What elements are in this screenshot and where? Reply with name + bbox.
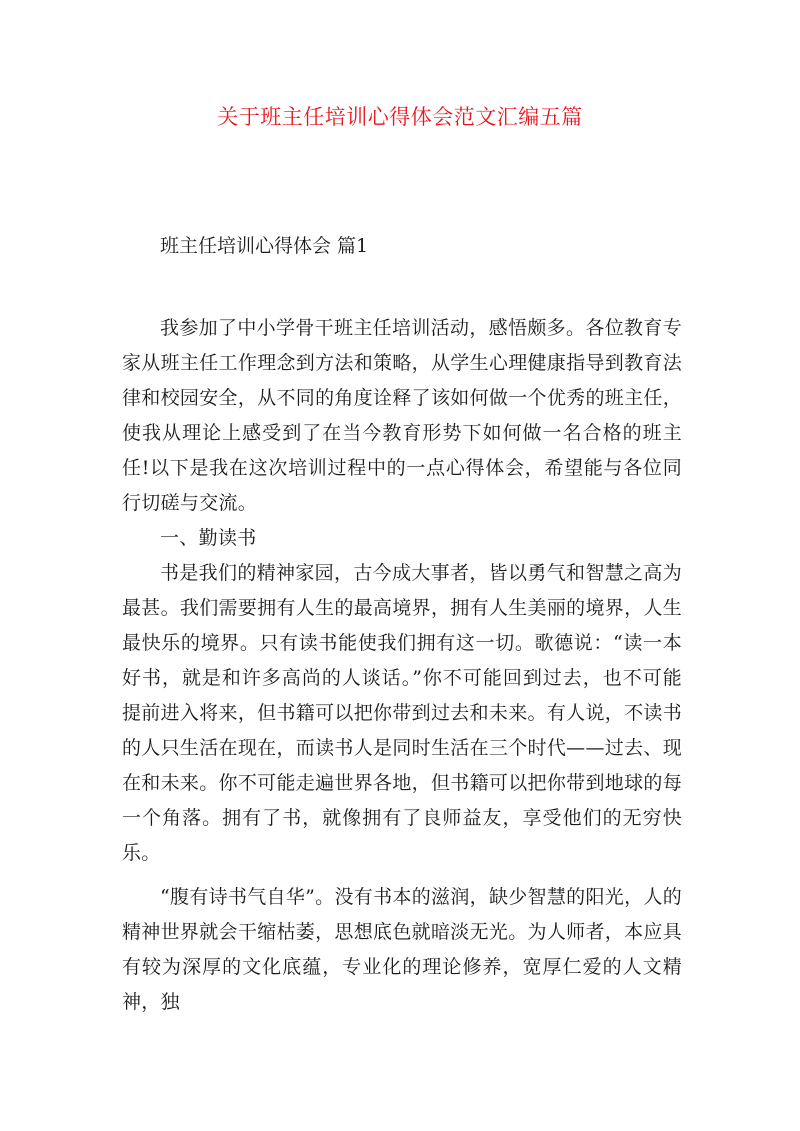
section-heading: 班主任培训心得体会 篇1 <box>160 235 369 257</box>
paragraph-subheading-read-books: 一、勤读书 <box>160 527 257 549</box>
document-body <box>122 311 682 1020</box>
paragraph-poetry-quote: “腹有诗书气自华”。没有书本的滋润，缺少智慧的阳光，人的精神世界就会干缩枯萎，思想底色就暗淡无光。为人师者，本应具有较为深厚的文化底蕴，专业化的理论修养，宽厚仁爱的人文精神，独 <box>122 886 682 1013</box>
paragraph-books-home: 书是我们的精神家园，古今成大事者，皆以勇气和智慧之高为最甚。我们需要拥有人生的最高境界，拥有人生美丽的境界，人生最快乐的境界。只有读书能使我们拥有这一切。歌德说：“读一本好书，就是和许多高尚的人谈话。”你不可能回到过去，也不可能提前进入将来，但书籍可以把你带到过去和未来。有人说，不读书的人只生活在现在，而读书人是同时生活在三个时代——过去、现在和未来。你不可能走遍世界各地，但书籍可以把你带到地球的每一个角落。拥有了书，就像拥有了良师益友，享受他们的无穷快乐。 <box>122 562 682 864</box>
document-title: 关于班主任培训心得体会范文汇编五篇 <box>217 105 583 129</box>
paragraph-intro: 我参加了中小学骨干班主任培训活动，感悟颇多。各位教育专家从班主任工作理念到方法和策略，从学生心理健康指导到教育法律和校园安全，从不同的角度诠释了该如何做一个优秀的班主任，使我从理论上感受到了在当今教育形势下如何做一名合格的班主任!以下是我在这次培训过程中的一点心得体会，希望能与各位同行切磋与交流。 <box>122 317 682 514</box>
